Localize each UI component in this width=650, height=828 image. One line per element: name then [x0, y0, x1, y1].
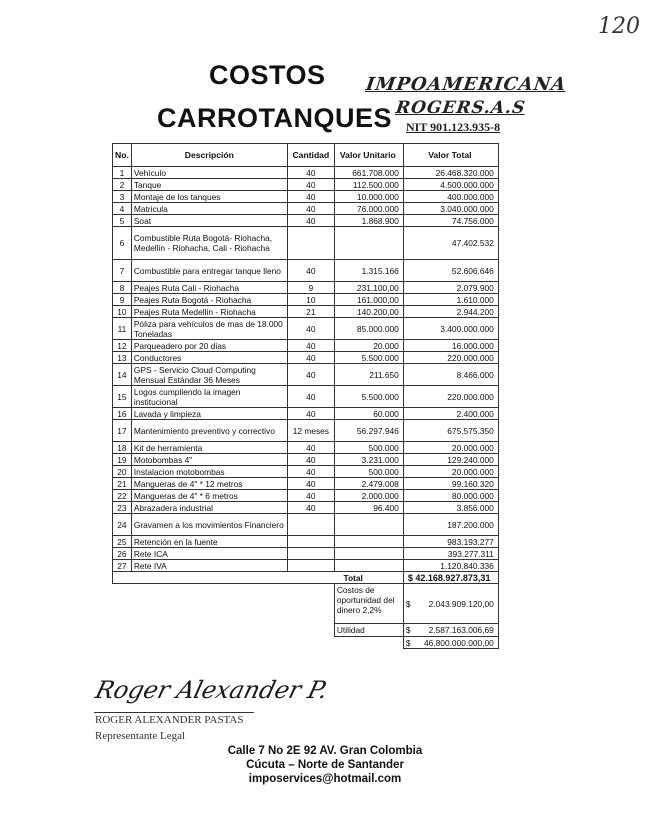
title-line-2: CARROTANQUES	[157, 103, 392, 133]
table-row	[113, 306, 499, 318]
row-number: 26	[113, 548, 132, 560]
row-description: Gravamen a los movimientos Financiero	[131, 514, 287, 536]
summary-label-grand-total	[334, 637, 403, 649]
row-unit-value: 60.000	[334, 408, 403, 420]
row-quantity	[287, 560, 334, 572]
row-number: 8	[113, 282, 132, 294]
row-quantity: 40	[287, 215, 334, 227]
total-value-cell	[403, 572, 498, 584]
row-unit-value: 20.000	[334, 340, 403, 352]
row-total-value: 3.856.000	[403, 502, 498, 514]
address-street: Calle 7 No 2E 92 AV. Gran Colombia	[227, 745, 423, 757]
table-row	[113, 364, 499, 386]
row-total-value: 26.468.320.000	[403, 167, 498, 179]
table-row	[113, 318, 499, 340]
table-header-row	[113, 144, 499, 167]
table-row	[113, 466, 499, 478]
row-description: Conductores	[131, 352, 287, 364]
row-quantity: 40	[287, 386, 334, 408]
row-total-value: 16.000.000	[403, 340, 498, 352]
row-description: Lavada y limpieza	[131, 408, 287, 420]
row-number: 4	[113, 203, 132, 215]
row-unit-value: 85.000.000	[334, 318, 403, 340]
row-unit-value: 96.400	[334, 502, 403, 514]
row-unit-value	[334, 548, 403, 560]
row-quantity: 40	[287, 490, 334, 502]
row-unit-value: 112.500.000	[334, 179, 403, 191]
row-description: GPS - Servicio Cloud Computing Mensual Estándar 36 Meses	[131, 364, 287, 386]
summary-currency-grand-total: $	[405, 637, 411, 648]
row-unit-value	[334, 536, 403, 548]
row-total-value: 220.000.000	[403, 386, 498, 408]
row-unit-value: 661.708.000	[334, 167, 403, 179]
contact-email: imposervices@hotmail.com	[248, 773, 402, 785]
row-number: 11	[113, 318, 132, 340]
row-total-value: 20.000.000	[403, 442, 498, 454]
table-row	[113, 478, 499, 490]
row-total-value: 8.466.000	[403, 364, 498, 386]
row-number: 14	[113, 364, 132, 386]
row-total-value: 2.400.000	[403, 408, 498, 420]
company-stamp-name: IMPOAMERICANA	[364, 74, 568, 95]
row-quantity: 40	[287, 502, 334, 514]
row-quantity: 40	[287, 352, 334, 364]
row-description: Abrazadera industrial	[131, 502, 287, 514]
summary-value-grand-total: 46.800.000.000,00	[423, 637, 494, 648]
signature-line	[94, 712, 254, 713]
row-number: 18	[113, 442, 132, 454]
total-currency: $	[407, 572, 413, 583]
row-description: Peajes Ruta Cali - Riohacha	[131, 282, 287, 294]
row-quantity: 40	[287, 408, 334, 420]
table-row	[113, 179, 499, 191]
row-unit-value: 140.200,00	[334, 306, 403, 318]
row-description: Mangueras de 4" * 12 metros	[131, 478, 287, 490]
row-number: 23	[113, 502, 132, 514]
table-row	[113, 282, 499, 294]
summary-label-utility: Utilidad	[334, 624, 403, 637]
row-quantity: 40	[287, 191, 334, 203]
summary-currency-opportunity: $	[405, 598, 411, 609]
row-unit-value: 76.000.000	[334, 203, 403, 215]
row-quantity: 40	[287, 179, 334, 191]
row-number: 15	[113, 386, 132, 408]
row-number: 9	[113, 294, 132, 306]
summary-row-grand-total	[113, 637, 499, 649]
row-quantity: 40	[287, 454, 334, 466]
table-row	[113, 454, 499, 466]
row-total-value: 187.200.000	[403, 514, 498, 536]
table-row	[113, 502, 499, 514]
row-number: 17	[113, 420, 132, 442]
summary-value-grand-total-cell	[403, 637, 498, 649]
row-quantity: 40	[287, 442, 334, 454]
row-total-value: 52.606.646	[403, 260, 498, 282]
table-body	[113, 167, 499, 572]
row-unit-value: 2.000.000	[334, 490, 403, 502]
row-total-value: 393.277.311	[403, 548, 498, 560]
row-quantity: 40	[287, 466, 334, 478]
row-unit-value: 5.500.000	[334, 386, 403, 408]
row-unit-value: 1.315.166	[334, 260, 403, 282]
row-quantity: 21	[287, 306, 334, 318]
row-description: Logos cumpliendo la imagen institucional	[131, 386, 287, 408]
row-total-value: 20.000.000	[403, 466, 498, 478]
row-number: 10	[113, 306, 132, 318]
row-quantity: 12 meses	[287, 420, 334, 442]
row-description: Parqueadero por 20 dias	[131, 340, 287, 352]
row-unit-value: 1.868.900	[334, 215, 403, 227]
row-unit-value: 10.000.000	[334, 191, 403, 203]
total-value: 42.168.927.873,31	[415, 572, 491, 583]
company-stamp-suffix: ROGERS.A.S	[394, 98, 527, 118]
table-row	[113, 227, 499, 260]
row-unit-value	[334, 560, 403, 572]
row-total-value: 1.610.000	[403, 294, 498, 306]
row-description: Montaje de los tanques	[131, 191, 287, 203]
summary-label-opportunity: Costos de oportunidad del dinero 2,2%	[334, 584, 403, 624]
handwritten-signature: Roger Alexander P.	[92, 676, 331, 704]
row-total-value: 74.756.000	[403, 215, 498, 227]
row-description: Combustible para entregar tanque lleno	[131, 260, 287, 282]
row-unit-value: 56.297.946	[334, 420, 403, 442]
row-description: Tanque	[131, 179, 287, 191]
row-number: 5	[113, 215, 132, 227]
row-number: 27	[113, 560, 132, 572]
row-description: Retención en la fuente	[131, 536, 287, 548]
row-unit-value: 3.231.000	[334, 454, 403, 466]
row-total-value: 2.944.200	[403, 306, 498, 318]
row-quantity: 40	[287, 478, 334, 490]
address-city: Cúcuta – Norte de Santander	[246, 759, 404, 771]
summary-row-utility	[113, 624, 499, 637]
table-row	[113, 203, 499, 215]
signer-role: Representante Legal	[95, 730, 186, 742]
row-unit-value: 2.479.008	[334, 478, 403, 490]
row-number: 19	[113, 454, 132, 466]
table-row	[113, 260, 499, 282]
row-quantity	[287, 514, 334, 536]
row-quantity: 9	[287, 282, 334, 294]
row-number: 21	[113, 478, 132, 490]
row-total-value: 3.040.000.000	[403, 203, 498, 215]
summary-value-opportunity: 2.043.909.120,00	[428, 598, 494, 609]
row-quantity: 40	[287, 203, 334, 215]
row-unit-value	[334, 514, 403, 536]
row-description: Mantenimiento preventivo y correctivo	[131, 420, 287, 442]
title-line-1: COSTOS	[209, 60, 326, 90]
row-total-value: 1.120.840.336	[403, 560, 498, 572]
table-row	[113, 548, 499, 560]
row-description: Soat	[131, 215, 287, 227]
row-description: Mangueras de 4" * 6 metros	[131, 490, 287, 502]
table-row	[113, 560, 499, 572]
row-number: 12	[113, 340, 132, 352]
costs-table	[112, 143, 499, 649]
row-quantity	[287, 548, 334, 560]
row-number: 2	[113, 179, 132, 191]
row-total-value: 2.079.900	[403, 282, 498, 294]
row-total-value: 400.000.000	[403, 191, 498, 203]
total-row	[113, 572, 499, 584]
row-quantity: 40	[287, 260, 334, 282]
row-total-value: 47.402.532	[403, 227, 498, 260]
table-row	[113, 420, 499, 442]
table-row	[113, 442, 499, 454]
row-number: 22	[113, 490, 132, 502]
header-total-value: Valor Total	[403, 144, 498, 167]
row-quantity: 10	[287, 294, 334, 306]
row-number: 7	[113, 260, 132, 282]
row-number: 6	[113, 227, 132, 260]
row-unit-value	[334, 227, 403, 260]
row-description: Peajes Ruta Bogotá - Riohacha	[131, 294, 287, 306]
row-description: Matricula	[131, 203, 287, 215]
table-row	[113, 514, 499, 536]
summary-value-opportunity-cell	[403, 584, 498, 624]
row-total-value: 80.000.000	[403, 490, 498, 502]
summary-currency-utility: $	[405, 625, 411, 635]
row-total-value: 983.193.277	[403, 536, 498, 548]
row-description: Kit de herramienta	[131, 442, 287, 454]
header-description: Descripción	[131, 144, 287, 167]
row-quantity	[287, 536, 334, 548]
table-row	[113, 340, 499, 352]
row-unit-value: 211.650	[334, 364, 403, 386]
row-unit-value: 500.000	[334, 466, 403, 478]
table-row	[113, 386, 499, 408]
table-row	[113, 294, 499, 306]
company-nit: NIT 901.123.935-8	[406, 120, 501, 134]
row-description: Peajes Ruta Medellin - Riohacha	[131, 306, 287, 318]
row-total-value: 675.575.350	[403, 420, 498, 442]
row-total-value: 220.000.000	[403, 352, 498, 364]
row-description: Vehículo	[131, 167, 287, 179]
row-quantity: 40	[287, 318, 334, 340]
table-row	[113, 167, 499, 179]
row-quantity	[287, 227, 334, 260]
row-number: 16	[113, 408, 132, 420]
row-number: 3	[113, 191, 132, 203]
row-description: Rete ICA	[131, 548, 287, 560]
row-number: 1	[113, 167, 132, 179]
row-total-value: 3.400.000.000	[403, 318, 498, 340]
row-unit-value: 161.000,00	[334, 294, 403, 306]
header-quantity: Cantidad	[287, 144, 334, 167]
total-label: Total	[113, 572, 404, 584]
row-description: Instalacion motobombas	[131, 466, 287, 478]
header-unit-value: Valor Unitario	[334, 144, 403, 167]
row-total-value: 4.500.000.000	[403, 179, 498, 191]
table-row	[113, 191, 499, 203]
summary-value-utility-cell	[403, 624, 498, 637]
row-description: Motobombas 4"	[131, 454, 287, 466]
table-row	[113, 352, 499, 364]
summary-value-utility: 2.587.163.006,69	[428, 625, 494, 635]
table-row	[113, 408, 499, 420]
table-row	[113, 536, 499, 548]
row-description: Rete IVA	[131, 560, 287, 572]
row-number: 25	[113, 536, 132, 548]
row-number: 24	[113, 514, 132, 536]
table-row	[113, 490, 499, 502]
row-total-value: 99.160.320	[403, 478, 498, 490]
row-quantity: 40	[287, 364, 334, 386]
row-description: Póliza para vehículos de mas de 18.000 Toneladas	[131, 318, 287, 340]
signer-name: ROGER ALEXANDER PASTAS	[95, 714, 244, 726]
header-no: No.	[113, 144, 132, 167]
page-number: 120	[598, 14, 640, 39]
row-quantity: 40	[287, 167, 334, 179]
row-unit-value: 500.000	[334, 442, 403, 454]
row-number: 20	[113, 466, 132, 478]
table-row	[113, 215, 499, 227]
row-number: 13	[113, 352, 132, 364]
row-unit-value: 5.500.000	[334, 352, 403, 364]
row-description: Combustible Ruta Bogotá- Riohacha, Medellin - Riohacha, Cali - Riohacha	[131, 227, 287, 260]
row-total-value: 129.240.000	[403, 454, 498, 466]
row-unit-value: 231.100,00	[334, 282, 403, 294]
row-quantity: 40	[287, 340, 334, 352]
summary-row-opportunity	[113, 584, 499, 624]
